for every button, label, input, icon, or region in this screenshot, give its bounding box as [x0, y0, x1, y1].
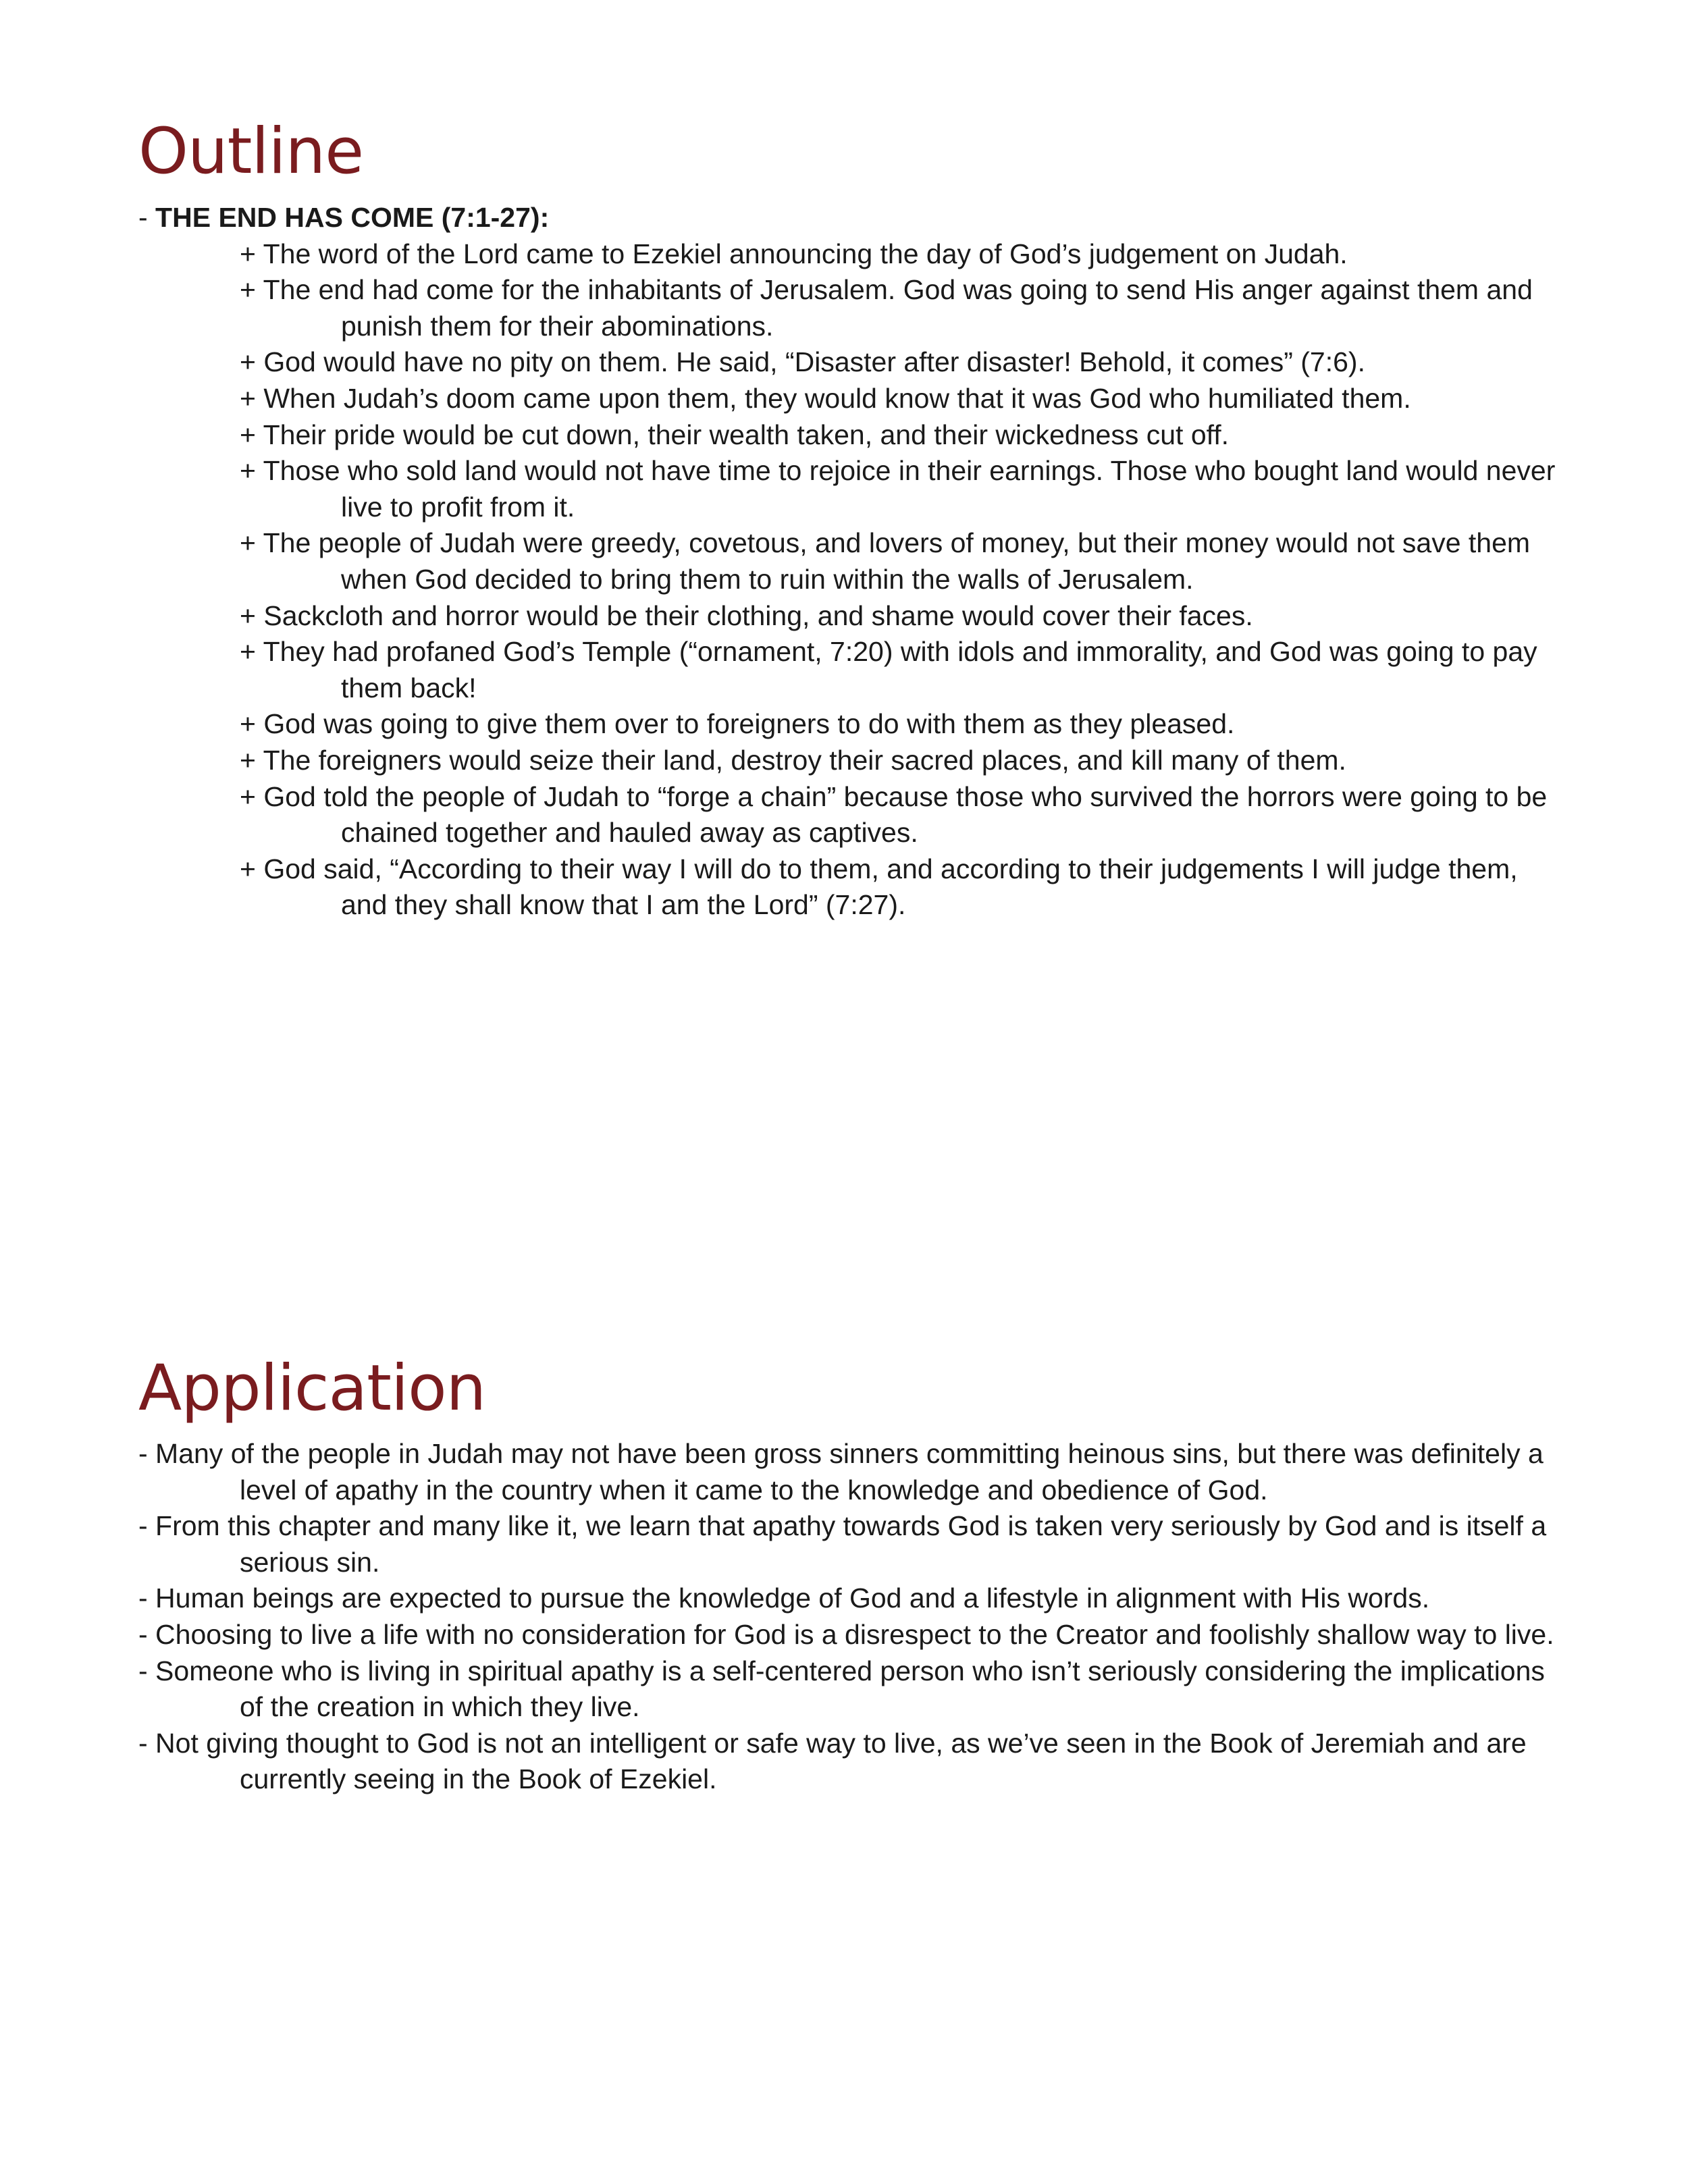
- application-item: [138, 1653, 1570, 1726]
- bullet-plus: +: [240, 744, 263, 776]
- application-heading: Application: [138, 1352, 486, 1425]
- application-item: [138, 1436, 1570, 1508]
- outline-sub-item: [240, 706, 1570, 743]
- outline-sub-text: The word of the Lord came to Ezekiel announcing the day of God’s judgement on Judah.: [263, 238, 1348, 269]
- bullet-plus: +: [240, 238, 263, 269]
- outline-sub-text: Sackcloth and horror would be their clothing, and shame would cover their faces.: [263, 600, 1253, 631]
- outline-sub-text: The foreigners would seize their land, destroy their sacred places, and kill many of them.: [263, 744, 1346, 776]
- outline-main-item: [138, 200, 1570, 236]
- bullet-plus: +: [240, 455, 263, 487]
- outline-section: [138, 200, 1570, 924]
- bullet-plus: +: [240, 274, 263, 306]
- outline-sub-item: [240, 851, 1570, 924]
- bullet-plus: +: [240, 708, 264, 740]
- bullet-plus: +: [240, 853, 264, 884]
- outline-sub-text: The end had come for the inhabitants of Jerusalem. God was going to send His anger against them and punish them for their abominations.: [263, 274, 1533, 342]
- bullet-plus: +: [240, 527, 263, 559]
- bullet-dash: -: [138, 1438, 156, 1469]
- outline-main-title: THE END HAS COME (7:1-27):: [155, 202, 550, 233]
- application-text: Not giving thought to God is not an intelligent or safe way to live, as we’ve seen in the Book of Jeremiah and are currently seeing in the Book of Ezekiel.: [155, 1727, 1527, 1795]
- outline-sub-text: When Judah’s doom came upon them, they would know that it was God who humiliated them.: [263, 382, 1411, 414]
- outline-sub-item: [240, 634, 1570, 706]
- outline-sub-item: [240, 453, 1570, 525]
- outline-sub-text: They had profaned God’s Temple (“ornament, 7:20) with idols and immorality, and God was going to pay them back!: [263, 636, 1537, 703]
- bullet-plus: +: [240, 636, 263, 668]
- outline-sub-text: Their pride would be cut down, their wealth taken, and their wickedness cut off.: [263, 419, 1230, 450]
- outline-sub-text: God was going to give them over to foreigners to do with them as they pleased.: [263, 708, 1235, 740]
- outline-sub-item: [240, 417, 1570, 454]
- application-item: [138, 1617, 1570, 1653]
- bullet-plus: +: [240, 382, 264, 414]
- application-text: From this chapter and many like it, we learn that apathy towards God is taken very seriously by God and is itself a serious sin.: [155, 1510, 1547, 1578]
- bullet-plus: +: [240, 346, 264, 378]
- outline-sub-text: God said, “According to their way I will do to them, and according to their judgements I will judge them, and they shall know that I am the Lord” (7:27).: [263, 853, 1518, 921]
- outline-sub-text: Those who sold land would not have time to rejoice in their earnings. Those who bought land would never live to profit from it.: [263, 455, 1556, 523]
- application-item: [138, 1508, 1570, 1580]
- application-item: [138, 1580, 1570, 1617]
- application-text: Choosing to live a life with no consideration for God is a disrespect to the Creator and foolishly shallow way to live.: [155, 1618, 1554, 1650]
- application-text: Someone who is living in spiritual apathy is a self-centered person who isn’t seriously considering the implications of the creation in which they live.: [155, 1655, 1545, 1723]
- outline-sub-text: God told the people of Judah to “forge a chain” because those who survived the horrors were going to be chained together and hauled away as captives.: [263, 780, 1548, 849]
- application-text: Human beings are expected to pursue the knowledge of God and a lifestyle in alignment with His words.: [155, 1582, 1430, 1614]
- outline-sub-item: [240, 381, 1570, 417]
- outline-sub-item: [240, 743, 1570, 779]
- bullet-dash: -: [138, 1727, 156, 1759]
- bullet-dash: -: [138, 1655, 156, 1686]
- application-text: Many of the people in Judah may not have been gross sinners committing heinous sins, but there was definitely a level of apathy in the country when it came to the knowledge and obedience of God.: [155, 1438, 1544, 1506]
- outline-sub-item: [240, 525, 1570, 597]
- bullet-dash: -: [138, 1618, 156, 1650]
- outline-main-prefix: -: [138, 202, 156, 233]
- outline-sub-text: God would have no pity on them. He said, “Disaster after disaster! Behold, it comes” (7:6).: [263, 346, 1365, 378]
- outline-sub-item: [240, 779, 1570, 851]
- outline-sub-item: [240, 344, 1570, 381]
- outline-sub-item: [240, 272, 1570, 344]
- bullet-dash: -: [138, 1510, 156, 1542]
- bullet-plus: +: [240, 419, 263, 450]
- bullet-plus: +: [240, 780, 264, 812]
- bullet-plus: +: [240, 600, 264, 631]
- outline-sub-item: [240, 598, 1570, 635]
- application-section: [138, 1436, 1570, 1798]
- application-item: [138, 1726, 1570, 1798]
- bullet-dash: -: [138, 1582, 156, 1614]
- outline-heading: Outline: [138, 115, 364, 188]
- outline-sub-text: The people of Judah were greedy, covetous, and lovers of money, but their money would not save them when God decided to bring them to ruin within the walls of Jerusalem.: [263, 527, 1531, 595]
- outline-sub-item: [240, 236, 1570, 273]
